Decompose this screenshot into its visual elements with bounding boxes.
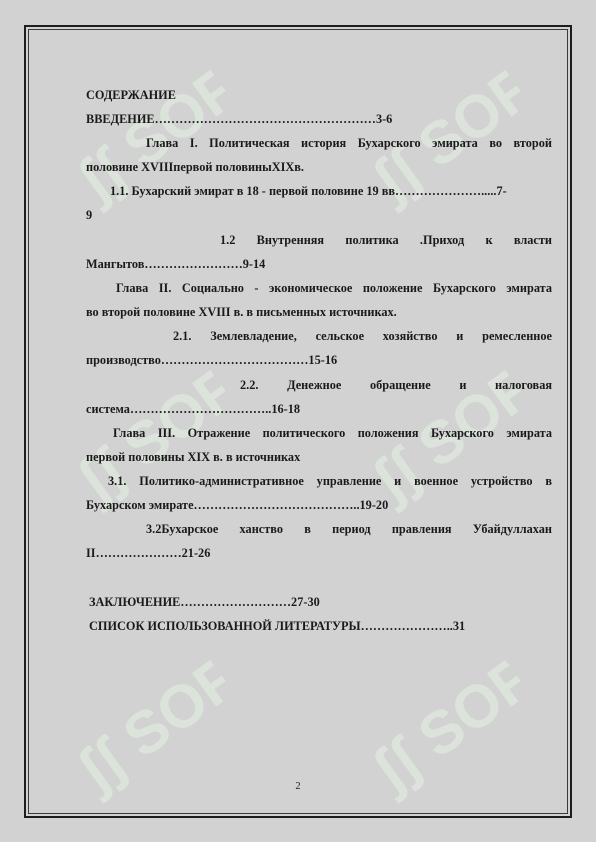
toc-chapter-3-title: Глава III. Отражение политического положения Бухарского эмирата	[113, 426, 552, 440]
toc-entry-1-1-cont: 9	[86, 208, 93, 222]
svg-text:ʃʃ SOFF: ʃʃ SOFF	[65, 46, 253, 214]
svg-text:ʃʃ SOFF: ʃʃ SOFF	[65, 636, 253, 804]
toc-entry-1-2-cont: Мангытов……………………9-14	[86, 257, 266, 271]
toc-entry-2-1-cont: производство………………………………15-16	[86, 353, 338, 367]
toc-entry-1-1: 1.1. Бухарский эмират в 18 - первой половине 19 вв………………….....7-	[110, 184, 507, 198]
toc-entry-3-1: 3.1. Политико-административное управление и военное устройство в	[108, 474, 552, 488]
svg-text:ʃʃ SOFF: ʃʃ SOFF	[360, 346, 548, 514]
toc-entry-bibliography: СПИСОК ИСПОЛЬЗОВАННОЙ ЛИТЕРАТУРЫ…………………..31	[89, 619, 466, 633]
toc-chapter-1-title-cont: половине XVIIIпервой половиныXIXв.	[86, 160, 305, 174]
toc-heading: СОДЕРЖАНИЕ	[86, 88, 176, 102]
toc-entry-conclusion: ЗАКЛЮЧЕНИЕ………………………27-30	[89, 595, 320, 609]
toc-entry-2-2-cont: система……………………………..16-18	[86, 402, 301, 416]
toc-entry-2-1: 2.1. Землевладение, сельское хозяйство и ремесленное	[173, 329, 552, 343]
page-number: 2	[295, 781, 301, 792]
toc-chapter-2-title: Глава II. Социально - экономическое положение Бухарского эмирата	[116, 281, 552, 295]
toc-chapter-1-title: Глава I. Политическая история Бухарского эмирата во второй	[146, 136, 552, 150]
toc-entry-3-1-cont: Бухарском эмирате…………………………………..19-20	[86, 498, 389, 512]
toc-entry-1-2: 1.2 Внутренняя политика .Приход к власти	[220, 233, 552, 247]
toc-entry-3-2: 3.2Бухарское ханство в период правления Убайдуллахан	[146, 522, 552, 536]
toc-entry-3-2-cont: II…………………21-26	[86, 546, 211, 560]
toc-entry-intro: ВВЕДЕНИЕ………………………………………………3-6	[86, 112, 393, 126]
svg-text:ʃʃ SOFF: ʃʃ SOFF	[65, 346, 253, 514]
toc-chapter-3-title-cont: первой половины XIX в. в источниках	[86, 450, 301, 464]
toc-entry-2-2: 2.2. Денежное обращение и налоговая	[240, 378, 552, 392]
toc-chapter-2-title-cont: во второй половине XVIII в. в письменных источниках.	[86, 305, 397, 319]
svg-text:ʃʃ SOFF: ʃʃ SOFF	[360, 46, 548, 214]
svg-text:ʃʃ SOFF: ʃʃ SOFF	[360, 636, 548, 804]
